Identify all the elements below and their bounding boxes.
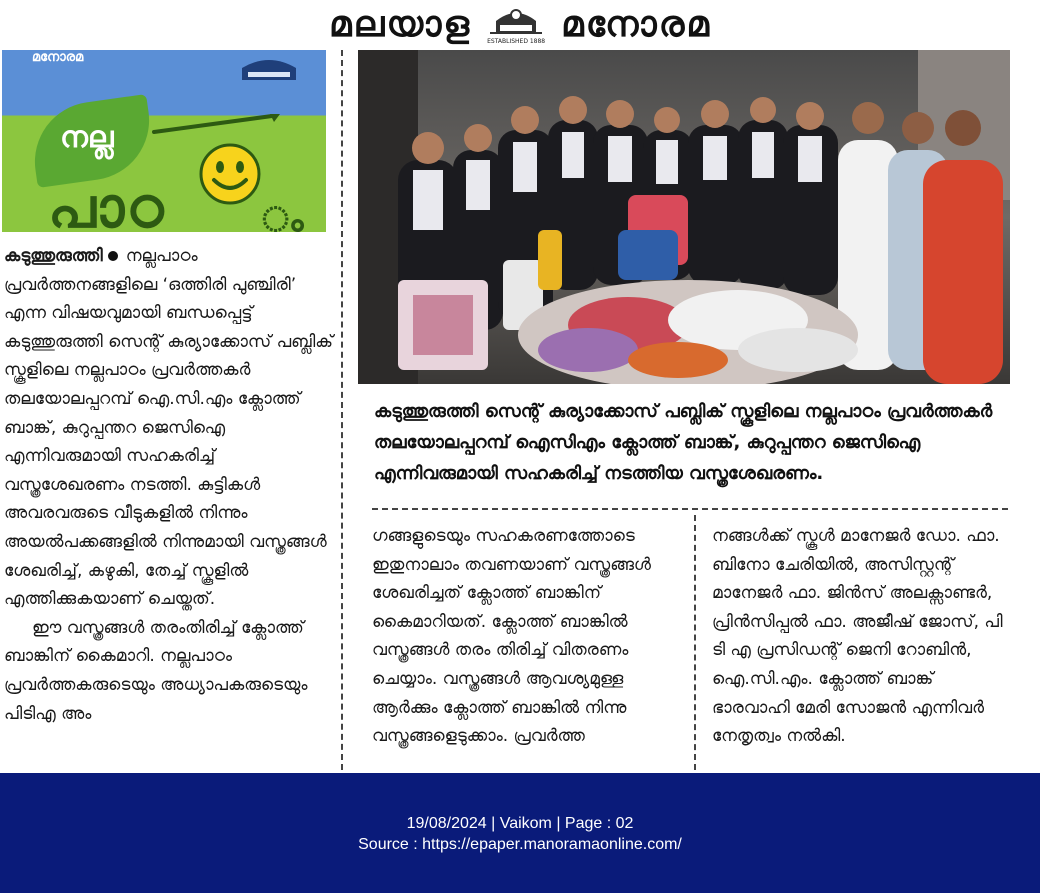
article-column-right (712, 522, 1012, 751)
masthead-title-left: മലയാള (329, 2, 472, 45)
logo-crest-icon (234, 52, 304, 84)
pencil-icon (152, 112, 282, 136)
article-dateline: കടുത്തുരുത്തി (4, 246, 103, 266)
column-divider-left (341, 50, 343, 770)
crest-icon (481, 1, 551, 47)
article-paragraph-1: നല്ലപാഠം പ്രവർത്തനങ്ങളിലെ ‘ഒത്തിരി പുഞ്ചിരി’ എന്ന വിഷയവുമായി ബന്ധപ്പെട്ട് കടുത്തുരുത്തി സെന്റ് കുര്യാക്കോസ് പബ്ലിക് സ്കൂളിലെ നല്ലപാഠം പ്രവർത്തകർ തലയോലപ്പറമ്പ് ഐ.സി.എം ക്ലോത്ത് ബാങ്ക്, കുറുപ്പന്തറ ജെസിഐ എന്നിവരുമായി സഹകരിച്ച് വസ്ത്രശേഖരണം നടത്തി. കുട്ടികൾ അവരവരുടെ വീടുകളിൽ നിന്നും അയൽപക്കങ്ങളിൽ നിന്നുമായി വസ്ത്രങ്ങൾ ശേഖരിച്ച്, കഴുകി, തേച്ച് സ്കൂളിൽ എത്തിക്കുകയാണ് ചെയ്തത്. (4, 246, 334, 610)
footer-source: Source : https://epaper.manoramaonline.com/ (358, 836, 682, 853)
smiley-icon (198, 142, 262, 206)
logo-word-nalla: നല്ല (60, 120, 114, 155)
crest-established-text: ESTABLISHED 1888 (487, 38, 546, 45)
masthead (0, 0, 1040, 48)
article-paragraph-4: നങ്ങൾക്ക് സ്കൂൾ മാനേജർ ഡോ. ഫാ. ബിനോ ചേരിയിൽ, അസിസ്റ്റന്റ് മാനേജർ ഫാ. ജിൻസ് അലക്സാണ്ടർ, പ്രിൻസിപ്പൽ ഫാ. അജീഷ് ജോസ്, പി ടി എ പ്രസിഡന്റ് ജെനി റോബിൻ, ഐ.സി.എം. ക്ലോത്ത് ബാങ്ക് ഭാരവാഹി മേരി സോജൻ എന്നിവർ നേതൃത്വം നൽകി. (712, 526, 1003, 747)
logo-word-tail: ം (262, 200, 304, 232)
footer-bar (0, 773, 1040, 893)
article-column-left (4, 242, 334, 728)
article-column-middle (372, 522, 682, 751)
article-paragraph-3: ഗങ്ങളുടെയും സഹകരണത്തോടെ ഇതുനാലാം തവണയാണ് വസ്ത്രങ്ങൾ ശേഖരിച്ചത് ക്ലോത്ത് ബാങ്കിന് കൈമാറിയത്. ക്ലോത്ത് ബാങ്കിൽ വസ്ത്രങ്ങൾ തരം തിരിച്ച് വിതരണം ചെയ്യാം. വസ്ത്രങ്ങൾ ആവശ്യമുള്ള ആർക്കും ക്ലോത്ത് ബാങ്കിൽ നിന്നു വസ്ത്രങ്ങളെടുക്കാം. പ്രവർത്ത (372, 526, 651, 747)
group-photo-icon (358, 50, 1010, 384)
group-photo (358, 50, 1010, 384)
masthead-title-right: മനോരമ (561, 2, 711, 45)
logo-brand-text: മനോരമ (32, 50, 84, 65)
photo-caption: കടുത്തുരുത്തി സെന്റ് കുര്യാക്കോസ് പബ്ലിക് സ്കൂളിലെ നല്ലപാഠം പ്രവർത്തകർ തലയോലപ്പറമ്പ് ഐസിഎം ക്ലോത്ത് ബാങ്ക്, കുറുപ്പന്തറ ജെസിഐ എന്നിവരുമായി സഹകരിച്ച് നടത്തിയ വസ്ത്രശേഖരണം. (374, 401, 993, 484)
article-paragraph-2: ഈ വസ്ത്രങ്ങൾ തരംതിരിച്ച് ക്ലോത്ത് ബാങ്കിന് കൈമാറി. നല്ലപാഠം പ്രവർത്തകരുടെയും അധ്യാപകരുടെയും പിടിഎ അം (4, 617, 308, 724)
caption-divider (372, 508, 1008, 510)
footer-meta: 19/08/2024 | Vaikom | Page : 02 (406, 815, 634, 832)
column-divider-right (694, 515, 696, 770)
nalla-paadam-logo (2, 50, 326, 232)
logo-word-paadam: പാഠ (48, 176, 166, 232)
bullet-icon (108, 251, 118, 261)
